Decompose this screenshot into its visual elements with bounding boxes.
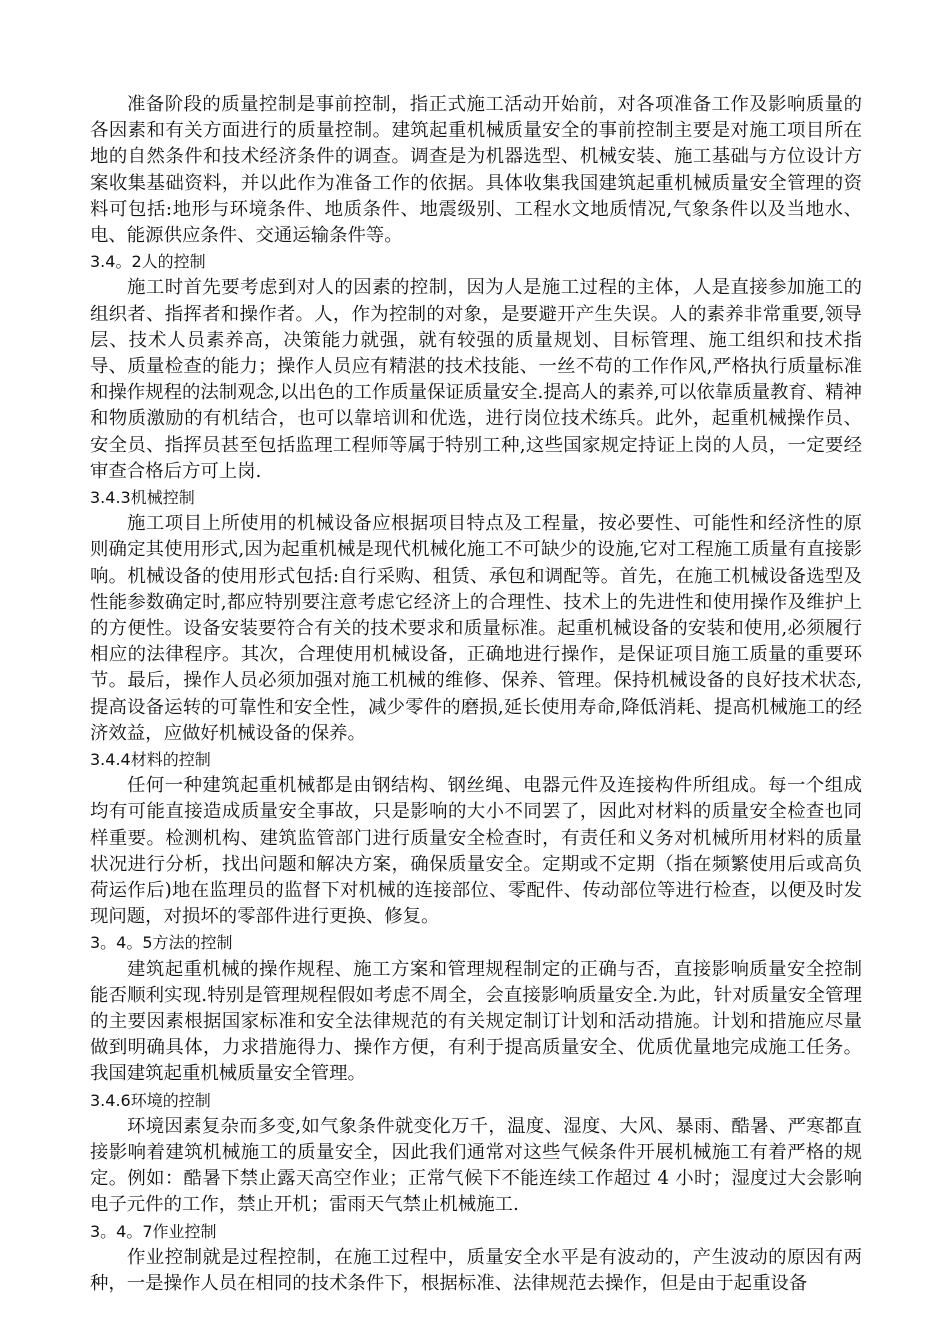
- section-heading-operation-control: 3。4。7作业控制: [90, 1221, 217, 1241]
- document-page: [90, 92, 862, 1297]
- section-body-material-control: 任何一种建筑起重机械都是由钢结构、钢丝绳、电器元件及连接构件所组成。每一个组成均有可能直接造成质量安全事故，只是影响的大小不同罢了，因此对材料的质量安全检查也同样重要。检测机构、建筑监管部门进行质量安全检查时，有责任和义务对机械所用材料的质量状况进行分析，找出问题和解决方案，确保质量安全。定期或不定期（指在频繁使用后或高负荷运作后)地在监理员的监督下对机械的连接部位、零配件、传动部位等进行检查，以便及时发现问题，对损坏的零部件进行更换、修复。: [90, 775, 862, 928]
- section-body-environment-control: 环境因素复杂而多变,如气象条件就变化万千，温度、湿度、大风、暴雨、酷暑、严寒都直接影响着建筑机械施工的质量安全，因此我们通常对这些气候条件开展机械施工有着严格的规定。例如：酷暑下禁止露天高空作业；正常气候下不能连续工作超过 4 小时；湿度过大会影响电子元件的工作，禁止开机；雷雨天气禁止机械施工.: [90, 1115, 862, 1216]
- section-heading-environment-control: 3.4.6环境的控制: [90, 1090, 211, 1110]
- section-heading-person-control: 3.4。2人的控制: [90, 252, 206, 272]
- section-body-person-control: 施工时首先要考虑到对人的因素的控制，因为人是施工过程的主体，人是直接参加施工的组织者、指挥者和操作者。人，作为控制的对象，是要避开产生失误。人的素养非常重要,领导层、技术人员素养高，决策能力就强，就有较强的质量规划、目标管理、施工组织和技术指导、质量检查的能力；操作人员应有精湛的技术技能、一丝不苟的工作作风,严格执行质量标准和操作规程的法制观念,以出色的工作质量保证质量安全.提高人的素养,可以依靠质量教育、精神和物质激励的有机结合，也可以靠培训和优选，进行岗位技术练兵。此外，起重机械操作员、安全员、指挥员甚至包括监理工程师等属于特别工种,这些国家规定持证上岗的人员，一定要经审查合格后方可上岗.: [90, 277, 862, 482]
- section-body-operation-control: 作业控制就是过程控制，在施工过程中，质量安全水平是有波动的，产生波动的原因有两种，一是操作人员在相同的技术条件下，根据标准、法律规范去操作，但是由于起重设备: [90, 1246, 862, 1295]
- intro-paragraph: 准备阶段的质量控制是事前控制，指正式施工活动开始前，对各项准备工作及影响质量的各因素和有关方面进行的质量控制。建筑起重机械质量安全的事前控制主要是对施工项目所在地的自然条件和技术经济条件的调查。调查是为机器选型、机械安装、施工基础与方位设计方案收集基础资料，并以此作为准备工作的依据。具体收集我国建筑起重机械质量安全管理的资料可包括:地形与环境条件、地质条件、地震级别、工程水文地质情况,气象条件以及当地水、电、能源供应条件、交通运输条件等。: [90, 94, 862, 247]
- section-body-method-control: 建筑起重机械的操作规程、施工方案和管理规程制定的正确与否，直接影响质量安全控制能否顺利实现.特别是管理规程假如考虑不周全，会直接影响质量安全.为此，针对质量安全管理的主要因素根据国家标准和安全法律规范的有关规定制订计划和活动措施。计划和措施应尽量做到明确具体，力求措施得力、操作方便，有利于提高质量安全、优质优量地完成施工任务。我国建筑起重机械质量安全管理。: [90, 958, 862, 1085]
- section-body-machine-control: 施工项目上所使用的机械设备应根据项目特点及工程量，按必要性、可能性和经济性的原则确定其使用形式,因为起重机械是现代机械化施工不可缺少的设施,它对工程施工质量有直接影响。机械设备的使用形式包括:自行采购、租赁、承包和调配等。首先，在施工机械设备选型及性能参数确定时,都应特别要注意考虑它经济上的合理性、技术上的先进性和使用操作及维护上的方便性。设备安装要符合有关的技术要求和质量标准。起重机械设备的安装和使用,必须履行相应的法律程序。其次，合理使用机械设备，正确地进行操作，是保证项目施工质量的重要环节。最后，操作人员必须加强对施工机械的维修、保养、管理。保持机械设备的良好技术状态,提高设备运转的可靠性和安全性，减少零件的磨损,延长使用寿命,降低消耗、提高机械施工的经济效益，应做好机械设备的保养。: [90, 513, 862, 744]
- section-heading-method-control: 3。4。5方法的控制: [90, 933, 233, 953]
- section-heading-machine-control: 3.4.3机械控制: [90, 488, 195, 508]
- section-heading-material-control: 3.4.4材料的控制: [90, 750, 211, 770]
